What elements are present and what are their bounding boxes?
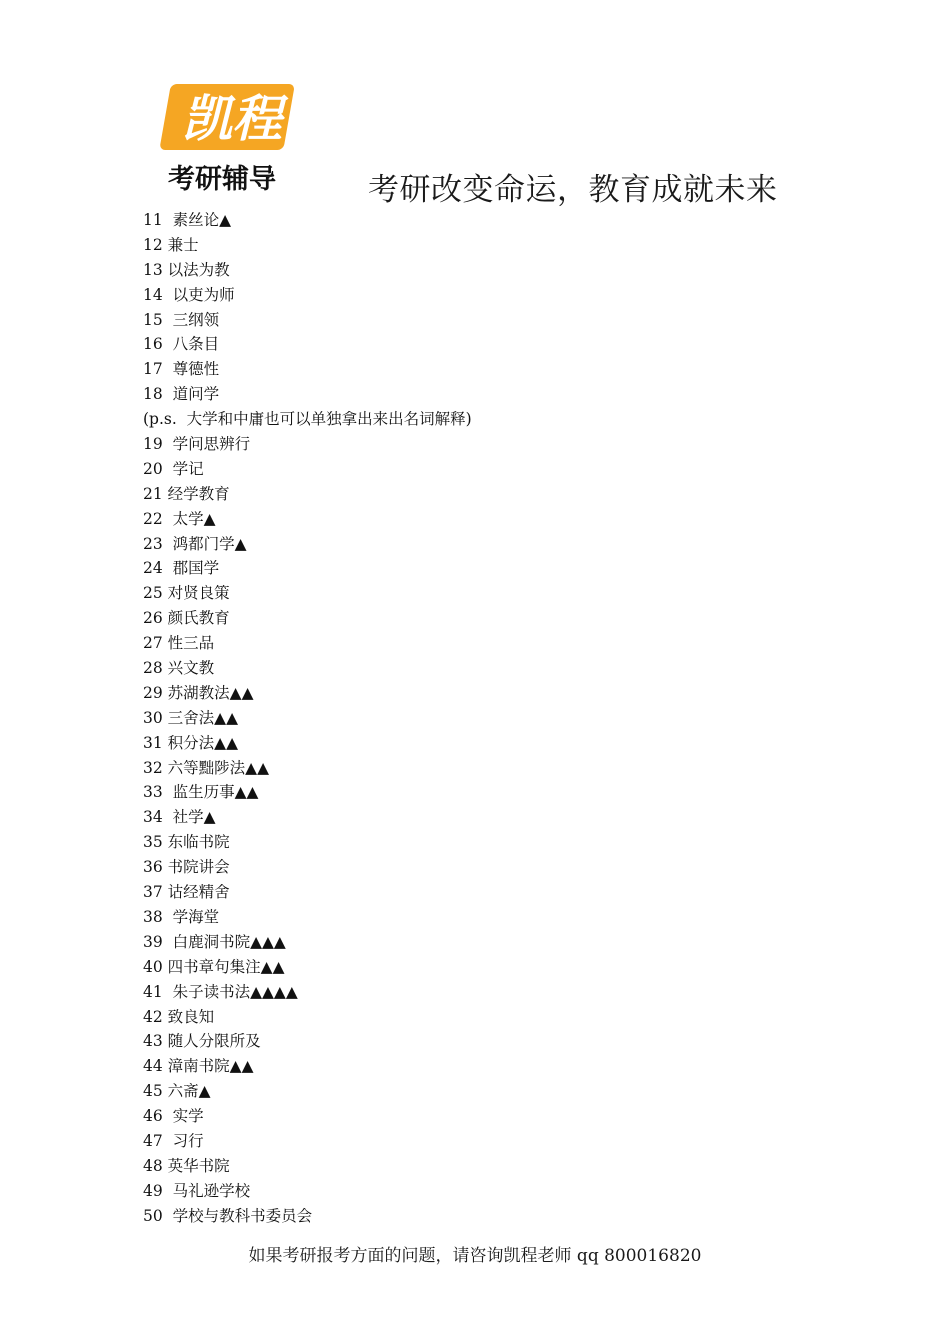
list-item: 30 三舍法▲▲ [143, 708, 238, 727]
list-item: 29 苏湖教法▲▲ [143, 683, 254, 702]
list-item: 12 兼士 [143, 235, 199, 254]
logo-brand-text: 凯程 [182, 90, 282, 148]
slogan: 考研改变命运，教育成就未来 [368, 172, 778, 208]
list-item: 44 漳南书院▲▲ [143, 1057, 254, 1076]
list-item: 31 积分法▲▲ [143, 733, 238, 752]
logo-graphic [150, 78, 300, 196]
list-item: 21 经学教育 [143, 484, 230, 503]
list-item: 45 六斋▲ [143, 1082, 211, 1101]
list-item: 38 学海堂 [143, 907, 220, 926]
list-item: 32 六等黜陟法▲▲ [143, 758, 269, 777]
list-item: 26 颜氏教育 [143, 609, 230, 628]
list-item: 22 太学▲ [143, 509, 216, 528]
list-item: 35 东临书院 [143, 833, 230, 852]
logo-subtitle: 考研辅导 [168, 164, 276, 195]
list-item: 50 学校与教科书委员会 [143, 1206, 313, 1225]
list-item: 13 以法为教 [143, 260, 230, 279]
list-item: 20 学记 [143, 459, 204, 478]
list-item: 14 以吏为师 [143, 285, 235, 304]
list-item: 33 监生历事▲▲ [143, 783, 259, 802]
list-item: 15 三纲领 [143, 310, 220, 329]
list-item: 25 对贤良策 [143, 584, 230, 603]
list-item: 23 鸿都门学▲ [143, 534, 247, 553]
list-item: 47 习行 [143, 1131, 204, 1150]
list-item: 28 兴文教 [143, 659, 215, 678]
list-item: 43 随人分限所及 [143, 1032, 261, 1051]
list-item: 40 四书章句集注▲▲ [143, 957, 285, 976]
list-item: 34 社学▲ [143, 808, 216, 827]
list-item: 19 学问思辨行 [143, 435, 251, 454]
list-item: 39 白鹿洞书院▲▲▲ [143, 932, 286, 951]
kaicheng-logo [150, 78, 300, 196]
list-item: 48 英华书院 [143, 1156, 230, 1175]
list-item: 27 性三品 [143, 634, 215, 653]
list-item: 24 郡国学 [143, 559, 220, 578]
list-item: (p.s. 大学和中庸也可以单独拿出来出名词解释) [143, 410, 472, 429]
list-item: 37 诂经精舍 [143, 883, 230, 902]
list-item: 46 实学 [143, 1107, 204, 1126]
list-item: 41 朱子读书法▲▲▲▲ [143, 982, 298, 1001]
list-item: 36 书院讲会 [143, 858, 230, 877]
list-item: 16 八条目 [143, 335, 220, 354]
footer-contact: 如果考研报考方面的问题，请咨询凯程老师 qq 800016820 [248, 1246, 702, 1266]
list-item: 11 素丝论▲ [143, 211, 231, 229]
list-item: 17 尊德性 [143, 360, 220, 379]
list-item: 18 道问学 [143, 385, 220, 404]
term-list [143, 208, 472, 1229]
list-item: 42 致良知 [143, 1007, 215, 1026]
list-item: 49 马礼逊学校 [143, 1181, 251, 1200]
